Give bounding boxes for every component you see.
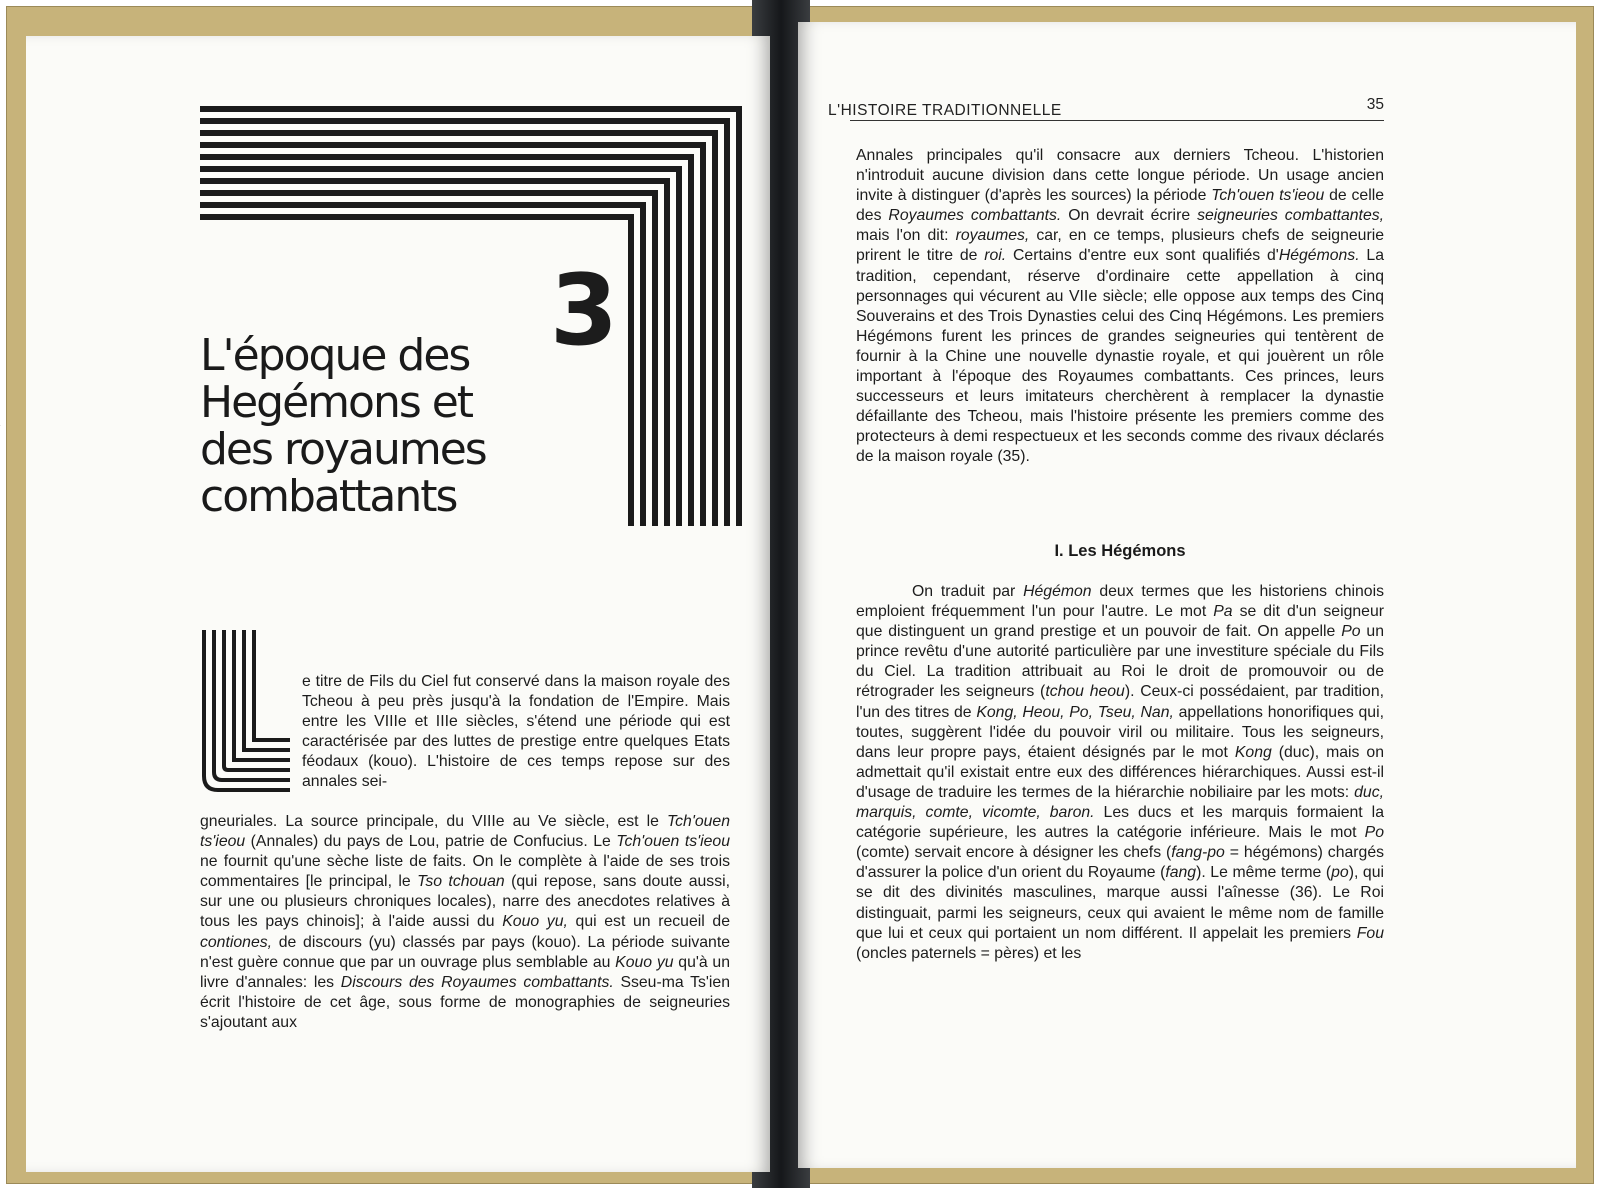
right-page <box>798 22 1576 1168</box>
text-run: (qui repose, sans doute aussi, sur une ou plusieurs chroniques locales), narre des anecdotes relatives à tous les pays chinois]; à l'aide aussi du <box>200 873 730 931</box>
text-run-italic: royaumes, <box>955 227 1030 245</box>
text-run: mais l'on dit: <box>856 227 956 245</box>
text-run: Annales principales qu'il consacre aux derniers Tcheou. L'historien n'introduit aucune division dans cette longue période. Un usage ancien invite à distinguer (d'après les sources) la période <box>856 147 1384 205</box>
text-run-italic: Royaumes combattants. <box>888 207 1062 225</box>
text-run-italic: Pa <box>1213 603 1233 621</box>
text-run-italic: Discours des Royaumes combattants. <box>340 973 614 991</box>
text-run: (oncles paternels = pères) et les <box>856 944 1082 962</box>
text-run-italic: Po <box>1341 623 1361 641</box>
text-run: qu'à un livre d'annales: les <box>200 953 730 991</box>
text-run: un prince revêtu d'une autorité particulière par une investiture spéciale du Fils du Ciel. La tradition attribuait au Roi le droit de promouvoir ou de rétrograder les seigneurs ( <box>856 623 1384 701</box>
text-run: Certains d'entre eux sont qualifiés d' <box>1006 247 1279 265</box>
text-run-italic: po <box>1331 864 1349 882</box>
chapter-title-line: des royaumes <box>200 424 486 475</box>
chapter-number: 3 <box>549 254 619 368</box>
chapter-title <box>200 332 620 520</box>
right-paragraph-1 <box>856 146 1384 468</box>
text-run: deux termes que les historiens chinois emploient fréquemment l'un pour l'autre. Le mot <box>856 583 1384 621</box>
text-run: La tradition, cependant, réserve d'ordinaire cette appellation à cinq personnages qui vécurent au VIIe siècle; elle oppose aux temps des Cinq Souverains et des Trois Dynasties celui des Cinq Hégémons. Les premiers Hégémons furent les princes de grandes seigneuries qui tentèrent de fournir à la Chine une nouvelle dynastie royale, et qui jouèrent un rôle important à l'époque des Royaumes combattants. Ces princes, leurs successeurs et leurs imitateurs cherchèrent à remplacer la dynastie défaillante des Tcheou, mais l'histoire présente les premiers comme des protecteurs à demi respectueux et les seconds comme des rivaux déclarés de la maison royale (35). <box>856 247 1384 466</box>
text-run-italic: fang <box>1165 864 1197 882</box>
text-run: ne fournit qu'une sèche liste de faits. On le complète à l'aide de ses trois commentaires [le principal, le <box>200 853 730 891</box>
chapter-title-line: combattants <box>200 471 457 522</box>
text-run-italic: roi. <box>984 247 1007 265</box>
chapter-title-line: Hegémons et <box>200 377 473 428</box>
text-run-italic: tchou heou <box>1045 683 1125 701</box>
text-run-italic: Tch'ouen ts'ieou <box>616 833 730 851</box>
left-page <box>0 36 770 1172</box>
text-run-italic: Po <box>1364 824 1384 842</box>
text-run-italic: Tso tchouan <box>417 873 505 891</box>
text-run-italic: Kong, Heou, Po, Tseu, Nan, <box>976 703 1174 721</box>
text-run: de celle des <box>856 187 1385 225</box>
left-body-paragraph <box>200 812 730 1033</box>
text-run: ). Le même terme ( <box>1196 864 1332 882</box>
text-run-italic: contiones, <box>200 933 273 951</box>
text-run: ). Ceux-ci possédaient, par tradition, l'un des titres de <box>856 683 1384 721</box>
dropcap-letter <box>0 426 292 794</box>
text-run: car, en ce temps, plusieurs chefs de seigneurie prirent le titre de <box>856 227 1384 265</box>
text-run: ), qui se dit des divinités masculines, marque aussi l'aînesse (36). Le Roi distinguait, parmi les seigneurs, ceux qui avaient le même nom de famille que lui et ceux qui portaient un nom différent. Il appelait les premiers <box>856 864 1385 942</box>
running-head: L'HISTOIRE TRADITIONNELLE <box>828 102 1062 119</box>
text-run-italic: Kouo yu <box>615 953 674 971</box>
section-heading: I. Les Hégémons <box>1054 542 1186 560</box>
text-run-italic: Kong <box>1234 743 1272 761</box>
text-run-italic: Tch'ouen ts'ieou <box>200 813 730 851</box>
header-rule <box>850 120 1384 121</box>
text-run: Sseu-ma Ts'ien écrit l'histoire de cet âge, sous forme de monographies de seigneuries s'ajoutant aux <box>200 973 730 1031</box>
text-run-italic: duc, marquis, comte, vicomte, baron. <box>856 783 1384 822</box>
text-run: (duc), mais on admettait qu'il existait entre eux des différences hiérarchiques. Aussi est-il d'usage de traduire les termes de la hiérarchie nobiliaire par les mots: <box>856 743 1384 801</box>
text-run: On devrait écrire <box>1061 207 1198 225</box>
chapter-title-line: L'époque des <box>200 330 470 381</box>
text-run-italic: Tch'ouen ts'ieou <box>1211 187 1325 205</box>
text-run-italic: Fou <box>1356 924 1384 942</box>
text-run: appellations honorifiques qui, toutes, suggèrent l'idée du pouvoir viril ou militaire. Tous les seigneurs, dans leur propre pays, étaient désignés par le mot <box>856 703 1384 761</box>
right-paragraph-2 <box>856 582 1384 964</box>
text-run-italic: Hégémon <box>1023 583 1092 600</box>
text-run: = hégémons) chargés d'assurer la police d'un orient du Royaume ( <box>856 844 1384 882</box>
text-run: Les ducs et les marquis formaient la catégorie supérieure, les autres la catégorie inférieure. Mais le mot <box>856 804 1384 842</box>
text-run-italic: Hégémons. <box>1278 247 1360 265</box>
text-run: se dit d'un seigneur que distinguent un grand prestige et un pouvoir de fait. On appelle <box>856 603 1384 641</box>
text-run: (comte) servait encore à désigner les chefs ( <box>856 844 1172 862</box>
text-run-italic: seigneuries combattantes, <box>1197 207 1385 225</box>
page-number: 35 <box>1366 96 1384 113</box>
text-run: gneuriales. La source principale, du VIIIe au Ve siècle, est le <box>200 813 667 830</box>
text-run: qui est un recueil de <box>567 913 730 931</box>
text-run: (Annales) du pays de Lou, patrie de Confucius. Le <box>245 833 617 851</box>
left-intro-paragraph <box>302 672 730 793</box>
text-run: de discours (yu) classés par pays (kouo). La période suivante n'est guère connue que par un ouvrage plus semblable au <box>200 933 730 971</box>
text-run-italic: fang-po <box>1171 844 1225 862</box>
text-run: On traduit par <box>912 583 1024 600</box>
text-run-italic: Kouo yu, <box>502 913 568 931</box>
left-intro-text: e titre de Fils du Ciel fut conservé dans la maison royale des Tcheou à peu près jusqu'à la fondation de l'Empire. Mais entre les VIIIe et IIIe siècles, s'étend une période qui est caractérisée par des luttes de prestige entre quelques Etats féodaux (kouo). L'histoire de ces temps repose sur des annales sei- <box>302 673 730 791</box>
dropcap-letter-text: L <box>0 426 1 427</box>
